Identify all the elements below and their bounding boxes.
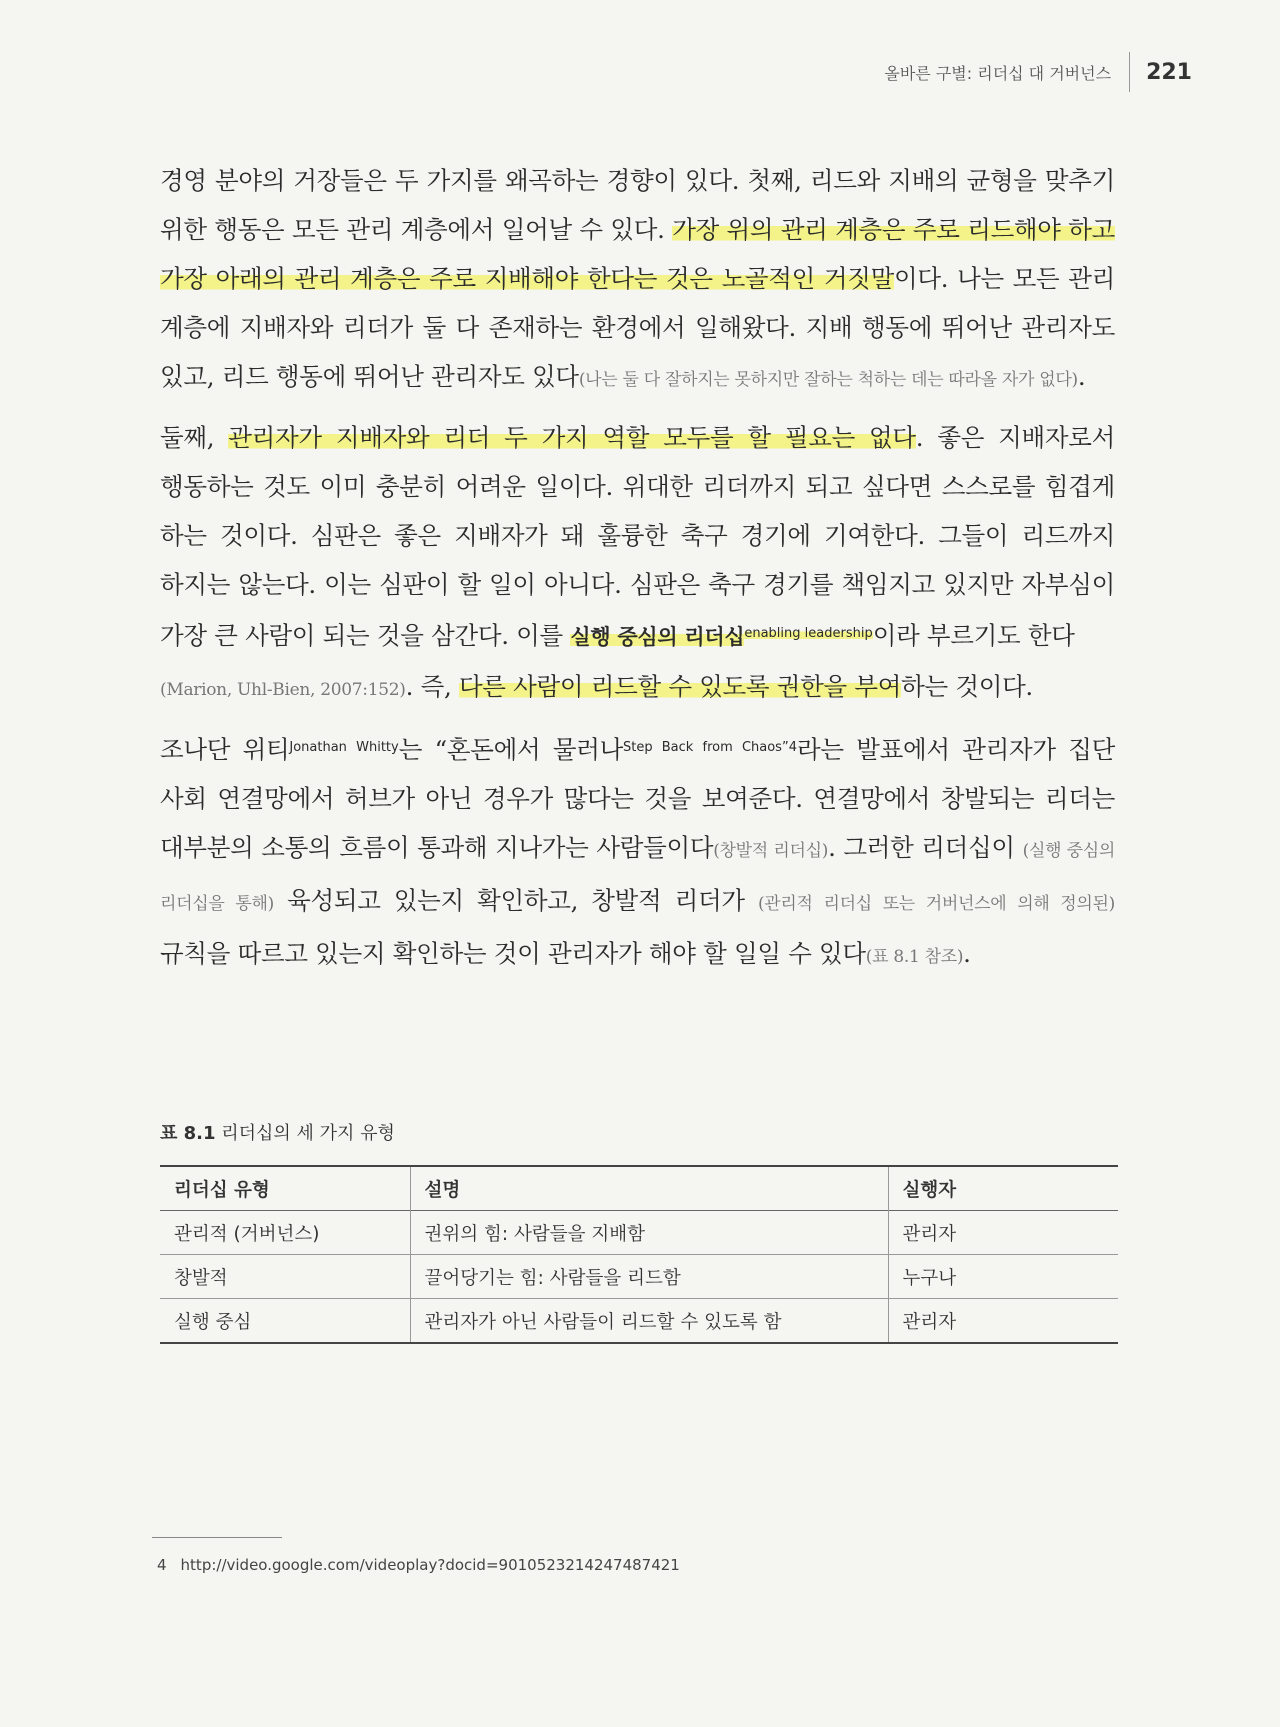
highlighted-text: 관리자가 지배자와 리더 두 가지 역할 모두를 할 필요는 없다 bbox=[228, 423, 916, 452]
page-number: 221 bbox=[1146, 59, 1192, 85]
footnote-url: http://video.google.com/videoplay?docid=9010523214247487421 bbox=[180, 1556, 680, 1574]
table-cell: 관리자가 아닌 사람들이 리드할 수 있도록 함 bbox=[410, 1299, 888, 1344]
text-run: 둘째, bbox=[160, 423, 229, 452]
highlighted-text: 다른 사람이 리드할 수 있도록 권한을 부여 bbox=[458, 672, 902, 701]
table-cell: 관리자 bbox=[902, 1311, 957, 1333]
text-run: 규칙을 따르고 있는지 확인하는 것이 관리자가 해야 할 일일 수 있다 bbox=[160, 939, 866, 968]
footnote bbox=[157, 1556, 680, 1574]
column-header: 설명 bbox=[410, 1166, 888, 1211]
highlighted-term: 실행 중심의 리더십 bbox=[570, 625, 745, 649]
table-row bbox=[160, 1255, 1118, 1299]
table-caption bbox=[160, 1119, 395, 1145]
aside-note: (표 8.1 참조) bbox=[865, 947, 964, 967]
aside-note: (나는 둘 다 잘하지는 못하지만 잘하는 척하는 데는 따라올 자가 없다) bbox=[578, 370, 1078, 390]
table-cell: 끌어당기는 힘: 사람들을 리드함 bbox=[410, 1255, 888, 1299]
chapter-title: 올바른 구별: 리더십 대 거버넌스 bbox=[884, 63, 1112, 83]
column-header: 리더십 유형 bbox=[160, 1166, 410, 1211]
text-run: . bbox=[963, 939, 971, 968]
text-run: 라는 발표에서 관리자가 집단 사회 연결망에서 허브가 아닌 경우가 많다는 것을 보여준다. 연결망에서 창발되는 리더는 대부분의 소통의 흐름이 통과해 지나가는 사람들이다 bbox=[160, 735, 1116, 862]
text-run: 는 “혼돈에서 물러나 bbox=[398, 735, 623, 764]
running-header bbox=[884, 52, 1192, 92]
english-name: Jonathan Whitty bbox=[289, 740, 399, 755]
highlighted-text: 가장 위의 관리 계층은 주로 리드해야 하고 가장 아래의 관리 계층은 주로 지배해야 한다는 것은 노골적인 거짓말 bbox=[160, 215, 1115, 293]
footnote-number: 4 bbox=[157, 1556, 167, 1574]
text-run: 경영 분야의 거장들은 두 가지를 왜곡하는 경향이 있다. 첫째, 리드와 지배의 균형을 맞추기 위한 행동은 모든 관리 계층에서 일어날 수 있다. bbox=[160, 166, 1115, 244]
table-cell: 누구나 bbox=[902, 1267, 957, 1289]
text-run: 이다. 나는 모든 관리 계층에 지배자와 리더가 둘 다 존재하는 환경에서 일해왔다. 지배 행동에 뛰어난 관리자도 있고, 리드 행동에 뛰어난 관리자도 있다 bbox=[160, 264, 1115, 391]
column-header: 실행자 bbox=[902, 1179, 957, 1201]
english-title: Step Back from Chaos”4 bbox=[622, 740, 797, 755]
text-run: 하는 것이다. bbox=[901, 672, 1033, 701]
table-cell: 창발적 bbox=[160, 1255, 410, 1299]
aside-note: (창발적 리더십) bbox=[713, 841, 829, 861]
citation: (Marion, Uhl-Bien, 2007:152) bbox=[160, 680, 406, 700]
paragraph-2 bbox=[160, 413, 1115, 715]
table-title: 리더십의 세 가지 유형 bbox=[215, 1123, 395, 1144]
text-run: 육성되고 있는지 확인하고, 창발적 리더가 bbox=[273, 886, 758, 915]
table-cell: 실행 중심 bbox=[160, 1299, 410, 1344]
footnote-rule bbox=[152, 1537, 282, 1538]
text-run: . 즉, bbox=[405, 672, 459, 701]
body-text bbox=[160, 156, 1115, 990]
text-run: 이라 부르기도 한다 bbox=[872, 621, 1075, 650]
table-cell: 권위의 힘: 사람들을 지배함 bbox=[410, 1211, 888, 1255]
table-row bbox=[160, 1211, 1118, 1255]
leadership-table bbox=[160, 1165, 1118, 1344]
text-run: . 그러한 리더십이 bbox=[828, 833, 1023, 862]
text-run: . 좋은 지배자로서 행동하는 것도 이미 충분히 어려운 일이다. 위대한 리더까지 되고 싶다면 스스로를 힘겹게 하는 것이다. 심판은 좋은 지배자가 돼 훌륭한 축구 경기에 기여한다. 그들이 리드까지 하지는 않는다. 이는 심판이 할 일이 아니다. 심판은 축구 경기를 책임지고 있지만 자부심이 가장 큰 사람이 되는 것을 삼간다. 이를 bbox=[160, 423, 1115, 650]
paragraph-1 bbox=[160, 156, 1115, 405]
table-header-row bbox=[160, 1166, 1118, 1211]
text-run: . bbox=[1077, 362, 1086, 391]
aside-note: (실행 중심의 리더십을 통해) bbox=[160, 841, 1115, 914]
paragraph-3 bbox=[160, 723, 1115, 982]
english-term: enabling leadership bbox=[744, 626, 873, 641]
table-cell: 관리적 (거버넌스) bbox=[160, 1211, 410, 1255]
table-cell: 관리자 bbox=[902, 1223, 957, 1245]
table-number: 표 8.1 bbox=[160, 1123, 216, 1144]
text-run: 조나단 위티 bbox=[160, 735, 290, 764]
table-row bbox=[160, 1299, 1118, 1344]
aside-note: (관리적 리더십 또는 거버넌스에 의해 정의된) bbox=[757, 894, 1115, 914]
